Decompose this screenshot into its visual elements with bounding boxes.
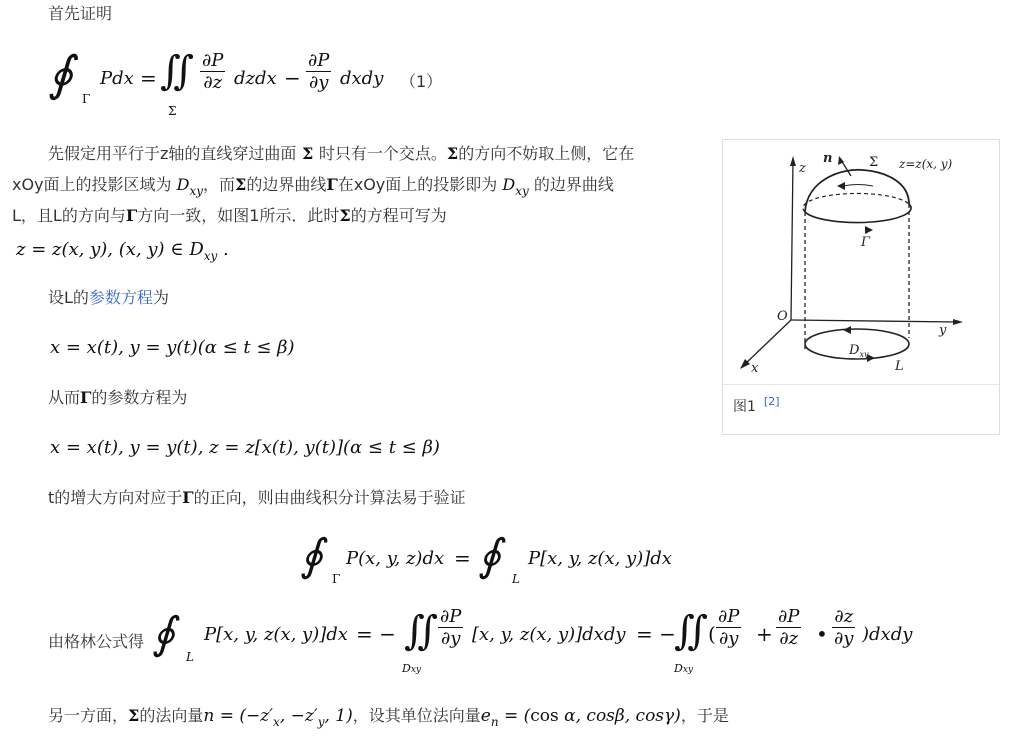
paragraph-1-line-3: L，且L的方向与Γ方向一致，如图1所示．此时Σ的方程可写为 — [12, 206, 447, 225]
figure-caption: 图1 [2] — [733, 395, 780, 415]
equation-2: ∮ Γ P(x, y, z)dx = ∮ L P[x, y, z(x, y)]dx — [300, 530, 672, 586]
label-boundary-L: L — [895, 359, 904, 374]
paragraph-3: 从而Γ的参数方程为 — [48, 388, 188, 407]
label-origin: O — [777, 309, 788, 324]
label-region: $D_{xy}$ — [849, 343, 869, 359]
paragraph-1-line-1: 先假定用平行于z轴的直线穿过曲面 Σ 时只有一个交点。Σ的方向不妨取上侧，它在 — [48, 144, 635, 163]
paragraph-2: 设L的参数方程为 — [48, 288, 169, 307]
equation-1: ∮ Γ Pdx = ∬ Σ $\frac{\partial P}{\partial z}$ dzdx − $\frac{\partial P}{\partial y}$ dxdy （1） — [48, 46, 443, 118]
figure-1 — [722, 139, 1000, 435]
label-surface-equation: z=z(x, y) — [899, 157, 953, 171]
intro-text: 首先证明 — [48, 4, 113, 23]
equation-1-tag: （1） — [400, 72, 443, 91]
paragraph-1-line-2: xOy面上的投影区域为 $D_{xy}$，而Σ的边界曲线Γ在xOy面上的投影即为 $D_{xy}$ 的边界曲线 — [12, 175, 614, 198]
paragraph-5-label: 由格林公式得 — [48, 632, 145, 651]
paragraph-6: 另一方面，Σ的法向量$n = (-z'_x$, $-z'_y$, 1)，设其单位法向量$e_n = (\cos$ α, cosβ, cosγ)，于是 — [48, 706, 729, 729]
label-z-axis: z — [799, 161, 806, 176]
equation-green: ∮ L P[x, y, z(x, y)]dx = − ∬ Dxy $\frac{\partial P}{\partial y}$ [x, y, z(x, y)]dxdy = − ∬ Dxy ( $\frac{\partial P}{\partial y}$ + $\frac{\partial P}{\partial z}$ • $\frac{\partial z}{\partial y}$ )dxdy — [152, 606, 913, 675]
label-gamma: Γ — [861, 235, 871, 250]
label-normal: n — [823, 151, 833, 166]
figure-divider — [723, 384, 999, 385]
label-y-axis: y — [939, 323, 947, 338]
figure-1-diagram — [723, 140, 999, 384]
equation-param-gamma: x = x(t), y = y(t), z = z[x(t), y(t)](α ≤ t ≤ β) — [50, 437, 440, 458]
equation-param-L: x = x(t), y = y(t)(α ≤ t ≤ β) — [50, 337, 295, 358]
parametric-equation-link[interactable]: 参数方程 — [88, 288, 153, 307]
figure-reference-link[interactable]: [2] — [763, 395, 780, 408]
paragraph-4: t的增大方向对应于Γ的正向，则由曲线积分计算法易于验证 — [48, 488, 466, 507]
label-x-axis: x — [751, 361, 759, 376]
surface-equation: z = z(x, y), (x, y) ∈ $D_{xy}$ . — [16, 239, 229, 263]
label-sigma: Σ — [869, 155, 879, 170]
